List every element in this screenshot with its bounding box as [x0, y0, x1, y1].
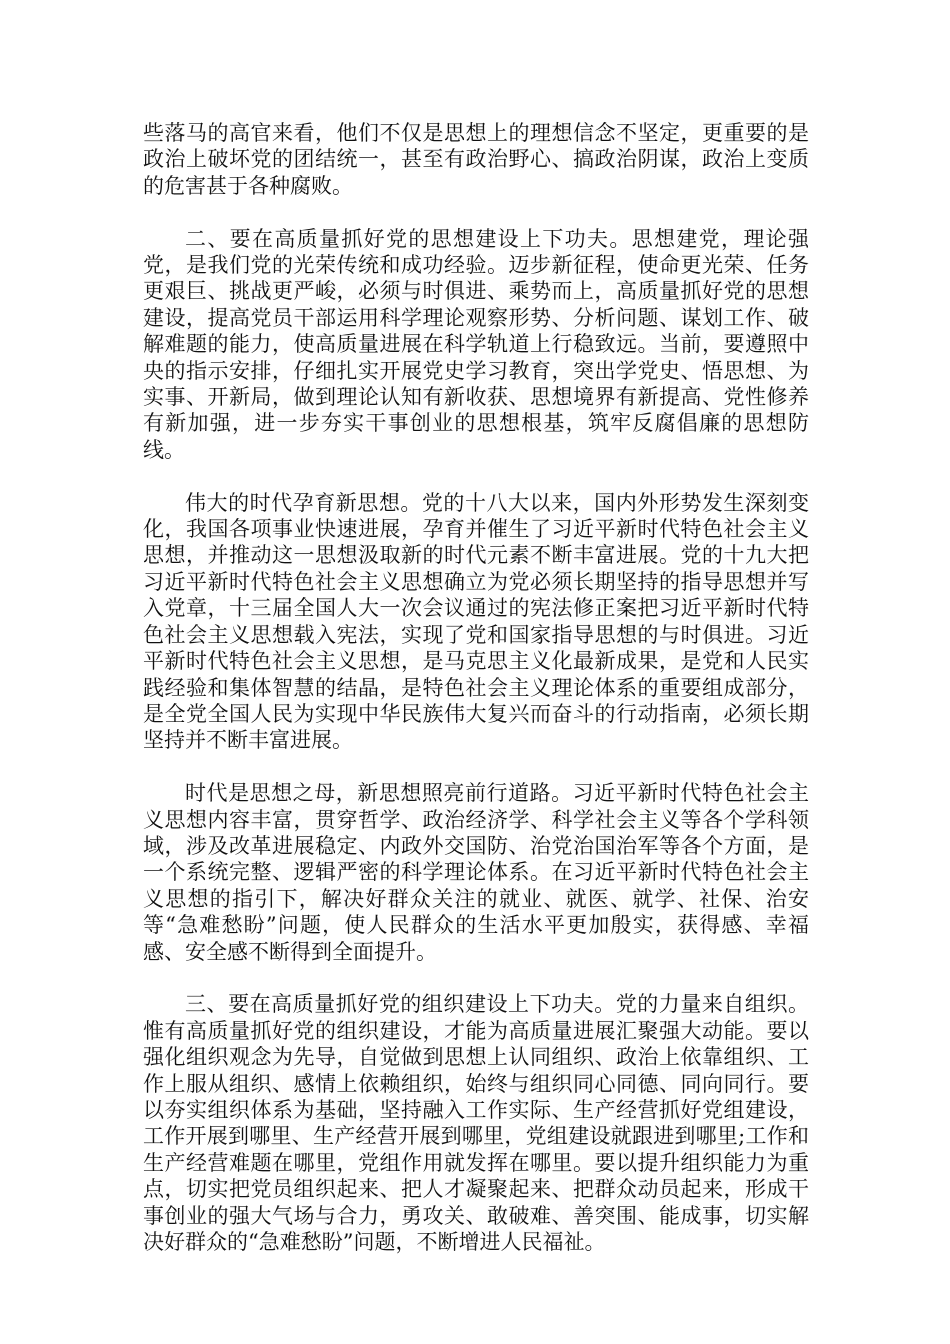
document-body	[143, 120, 809, 1282]
paragraph-new-thought: 伟大的时代孕育新思想。党的十八大以来，国内外形势发生深刻变化，我国各项事业快速进展，孕育并催生了习近平新时代特色社会主义思想，并推动这一思想汲取新的时代元素不断丰富进展。党的十九大把习近平新时代特色社会主义思想确立为党必须长期坚持的指导思想并写入党章，十三届全国人大一次会议通过的宪法修正案把习近平新时代特色社会主义思想载入宪法，实现了党和国家指导思想的与时俱进。习近平新时代特色社会主义思想，是马克思主义化最新成果，是党和人民实践经验和集体智慧的结晶，是特色社会主义理论体系的重要组成部分，是全党全国人民为实现中华民族伟大复兴而奋斗的行动指南，必须长期坚持并不断丰富进展。	[143, 490, 809, 753]
paragraph-section-three: 三、要在高质量抓好党的组织建设上下功夫。党的力量来自组织。惟有高质量抓好党的组织建设，才能为高质量进展汇聚强大动能。要以强化组织观念为先导，自觉做到思想上认同组织、政治上依靠组织、工作上服从组织、感情上依赖组织，始终与组织同心同德、同向同行。要以夯实组织体系为基础，坚持融入工作实际、生产经营抓好党组建设，工作开展到哪里、生产经营开展到哪里，党组建设就跟进到哪里;工作和生产经营难题在哪里，党组作用就发挥在哪里。要以提升组织能力为重点，切实把党员组织起来、把人才凝聚起来、把群众动员起来，形成干事创业的强大气场与合力，勇攻关、敢破难、善突围、能成事，切实解决好群众的“急难愁盼”问题，不断增进人民福祉。	[143, 992, 809, 1254]
paragraph-section-two: 二、要在高质量抓好党的思想建设上下功夫。思想建党，理论强党，是我们党的光荣传统和成功经验。迈步新征程，使命更光荣、任务更艰巨、挑战更严峻，必须与时俱进、乘势而上，高质量抓好党的思想建设，提高党员干部运用科学理论观察形势、分析问题、谋划工作、破解难题的能力，使高质量进展在科学轨道上行稳致远。当前，要遵照中央的指示安排，仔细扎实开展党史学习教育，突出学党史、悟思想、为实事、开新局，做到理论认知有新收获、思想境界有新提高、党性修养有新加强，进一步夯实干事创业的思想根基，筑牢反腐倡廉的思想防线。	[143, 226, 809, 462]
paragraph-continuation: 些落马的高官来看，他们不仅是思想上的理想信念不坚定，更重要的是政治上破坏党的团结统一，甚至有政治野心、搞政治阴谋，政治上变质的危害甚于各种腐败。	[143, 121, 809, 198]
paragraph-era-thought: 时代是思想之母，新思想照亮前行道路。习近平新时代特色社会主义思想内容丰富，贯穿哲学、政治经济学、科学社会主义等各个学科领域，涉及改革进展稳定、内政外交国防、治党治国治军等各个方面，是一个系统完整、逻辑严密的科学理论体系。在习近平新时代特色社会主义思想的指引下，解决好群众关注的就业、就医、就学、社保、治安等“急难愁盼”问题，使人民群众的生活水平更加殷实，获得感、幸福感、安全感不断得到全面提升。	[143, 781, 809, 964]
